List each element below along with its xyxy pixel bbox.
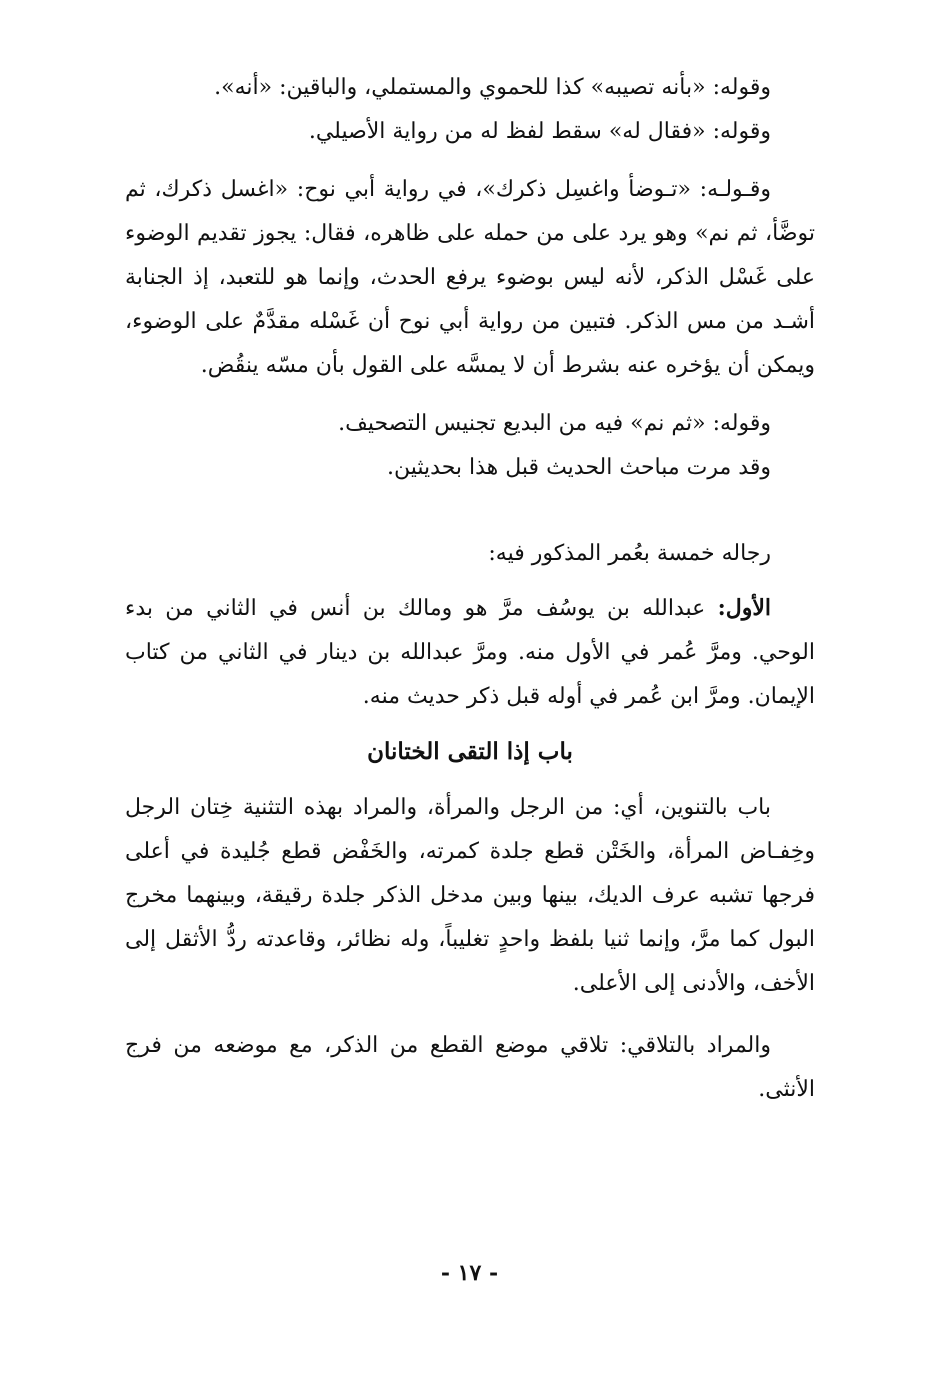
narrators-first-label: الأول: — [717, 595, 771, 621]
chapter-heading: باب إذا التقى الختانان — [367, 738, 573, 765]
commentary-block — [125, 66, 815, 490]
commentary-paragraph-3: وقـولـه: «تـوضأ واغسِل ذكرك»، في رواية أبي نوح: «اغسل ذكرك، ثم توضَّأ، ثم نم» وهو يرد على من حمله على ظاهره، فقال: يجوز تقديم الوضوء على غَسْل الذكر، لأنه ليس بوضوء يرفع الحدث، وإنما هو للتعبد، إذ الجنابة أشـد من مس الذكر. فتبين من رواية أبي نوح أن غَسْله مقدَّمٌ على الوضوء، ويمكن أن يؤخره عنه بشرط أن لا يمسَّه على القول بأن مسّه ينقُض. — [125, 177, 815, 378]
chapter-paragraph-2: والمراد بالتلاقي: تلاقي موضع القطع من الذكر، مع موضعه من فرج الأنثى. — [125, 1033, 815, 1102]
chapter-body — [125, 786, 815, 1112]
narrators-first-paragraph — [125, 586, 815, 719]
commentary-paragraph-5: وقد مرت مباحث الحديث قبل هذا بحديثين. — [387, 455, 771, 480]
commentary-paragraph-4: وقوله: «ثم نم» فيه من البديع تجنيس التصحيف. — [338, 411, 771, 436]
chapter-paragraph-1: باب بالتنوين، أي: من الرجل والمرأة، والمراد بهذه التثنية خِتان الرجل وخِفـاض المرأة، والخَتْن قطع جلدة كمرته، والخَفْض قطع جُليدة في أعلى فرجها تشبه عرف الديك، بينها وبين مدخل الذكر جلدة رقيقة، وبينهما مخرج البول كما مرَّ، وإنما ثنيا بلفظ واحدٍ تغليباً، وله نظائر، وقاعدته ردُّ الأثقل إلى الأخف، والأدنى إلى الأعلى. — [125, 795, 815, 996]
commentary-paragraph-1: وقوله: «بأنه تصيبه» كذا للحموي والمستملي، والباقين: «أنه». — [214, 75, 771, 100]
page-number: - ١٧ - — [440, 1260, 499, 1286]
narrators-title: رجاله خمسة بعُمر المذكور فيه: — [488, 541, 771, 566]
narrators-first-text: عبدالله بن يوسُف مرَّ هو ومالك بن أنس في الثاني من بدء الوحي. ومرَّ عُمر في الأول منه. ومرَّ عبدالله بن دينار في الثاني من كتاب الإيمان. ومرَّ ابن عُمر في أوله قبل ذكر حديث منه. — [125, 596, 815, 709]
commentary-paragraph-2: وقوله: «فقال له» سقط لفظ له من رواية الأصيلي. — [308, 119, 771, 144]
narrators-block — [125, 532, 815, 719]
